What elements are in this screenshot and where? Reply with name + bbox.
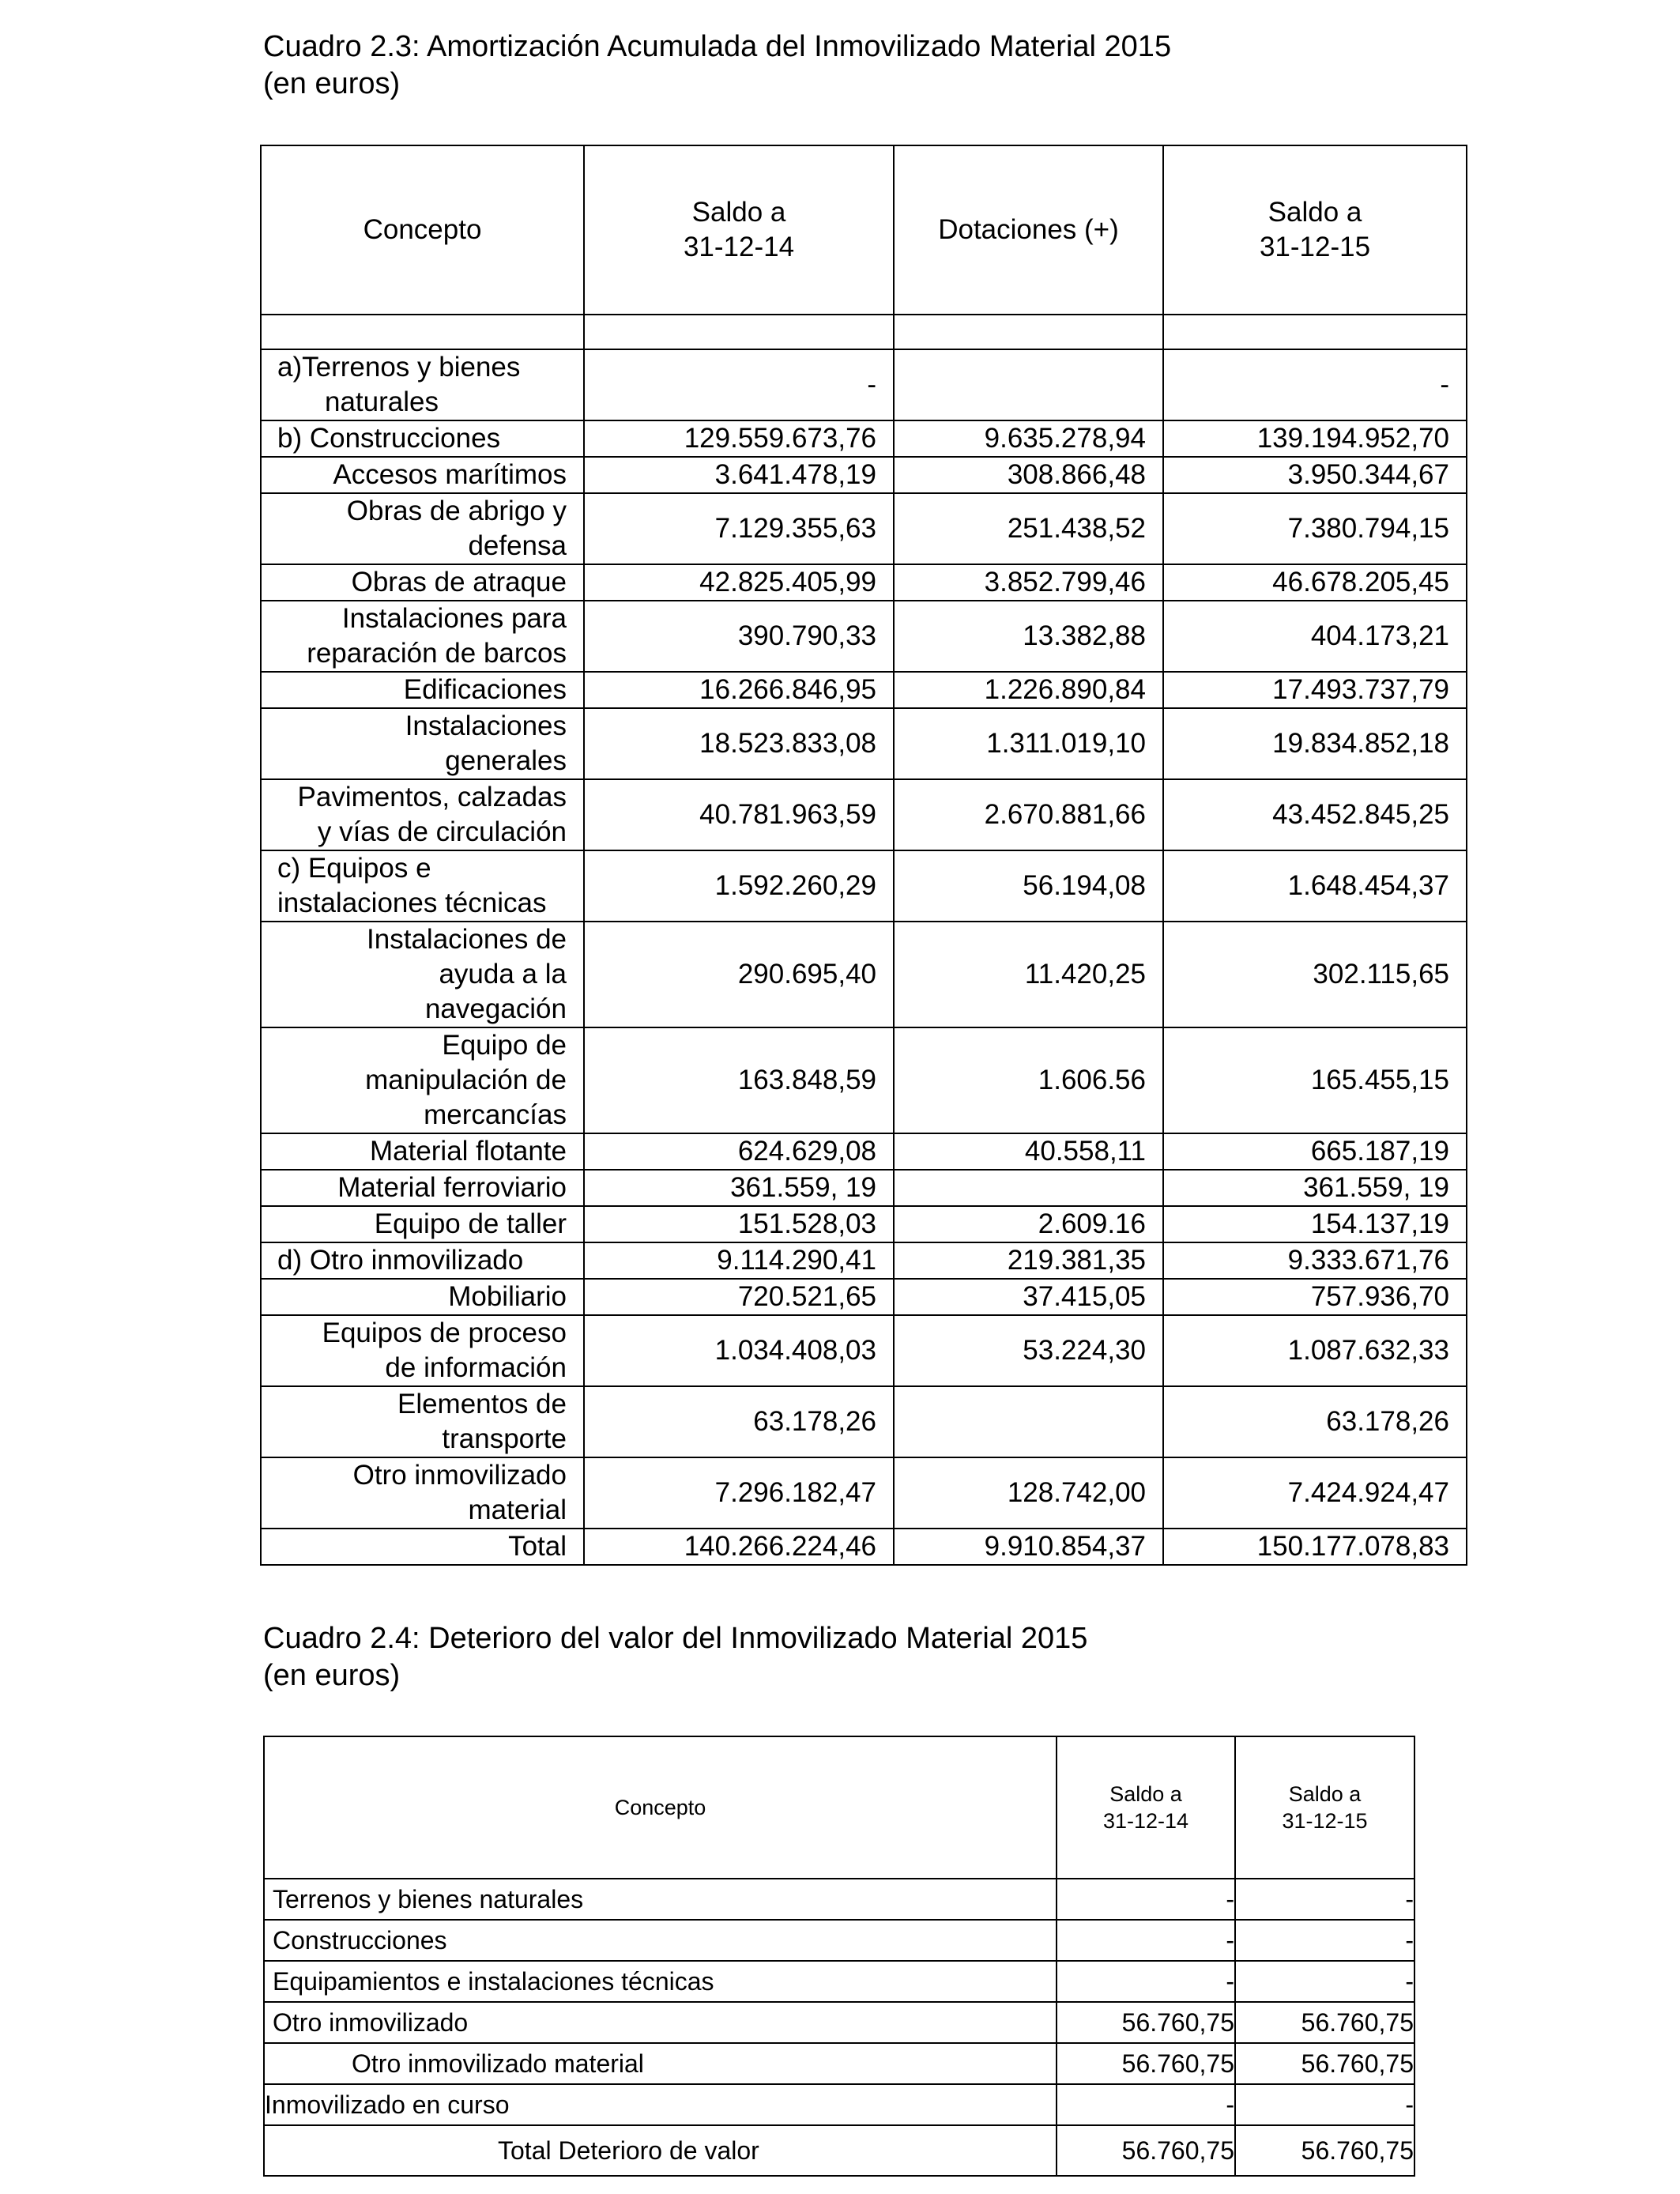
- row-saldo-15: -: [1163, 349, 1467, 420]
- row-dotaciones: 2.670.881,66: [894, 779, 1163, 850]
- table-row: [261, 1170, 1467, 1206]
- row-saldo-14: 163.848,59: [584, 1027, 894, 1133]
- row-saldo-14: 7.129.355,63: [584, 493, 894, 564]
- row-saldo-15: 154.137,19: [1163, 1206, 1467, 1242]
- row-saldo-15: -: [1235, 1879, 1414, 1920]
- header-dotaciones: Dotaciones (+): [894, 145, 1163, 315]
- table-row: [261, 457, 1467, 493]
- table-row: [261, 1279, 1467, 1315]
- row-saldo-14: 151.528,03: [584, 1206, 894, 1242]
- amortizacion-table: [260, 145, 1467, 1566]
- row-saldo-15: 1.087.632,33: [1163, 1315, 1467, 1386]
- row-saldo-15: 63.178,26: [1163, 1386, 1467, 1457]
- row-saldo-14: -: [1057, 2084, 1235, 2125]
- row-concepto: c) Equipos e instalaciones técnicas: [261, 850, 584, 922]
- row-concepto: d) Otro inmovilizado: [261, 1242, 584, 1279]
- row-concepto: Equipamientos e instalaciones técnicas: [264, 1961, 1057, 2002]
- row-saldo-14: 9.114.290,41: [584, 1242, 894, 1279]
- row-saldo-14: 3.641.478,19: [584, 457, 894, 493]
- row-dotaciones: 9.910.854,37: [894, 1529, 1163, 1565]
- row-concepto: Total: [261, 1529, 584, 1565]
- row-dotaciones: 1.311.019,10: [894, 708, 1163, 779]
- row-dotaciones: 11.420,25: [894, 922, 1163, 1027]
- row-saldo-14: 56.760,75: [1057, 2125, 1235, 2176]
- row-saldo-14: 140.266.224,46: [584, 1529, 894, 1565]
- table1-caption: [263, 28, 1171, 103]
- row-dotaciones: 1.226.890,84: [894, 672, 1163, 708]
- row-saldo-15: 665.187,19: [1163, 1133, 1467, 1170]
- row-concepto: Mobiliario: [261, 1279, 584, 1315]
- row-dotaciones: 40.558,11: [894, 1133, 1163, 1170]
- table-row: [261, 1315, 1467, 1386]
- row-saldo-15: 17.493.737,79: [1163, 672, 1467, 708]
- row-dotaciones: 56.194,08: [894, 850, 1163, 922]
- row-saldo-15: 139.194.952,70: [1163, 420, 1467, 457]
- row-saldo-14: 40.781.963,59: [584, 779, 894, 850]
- row-dotaciones: 53.224,30: [894, 1315, 1163, 1386]
- row-saldo-14: 720.521,65: [584, 1279, 894, 1315]
- row-saldo-14: -: [1057, 1961, 1235, 2002]
- header-saldo-2015: Saldo a 31-12-15: [1235, 1736, 1414, 1879]
- row-concepto: Otro inmovilizado: [264, 2002, 1057, 2043]
- table-row: [261, 1386, 1467, 1457]
- row-saldo-14: -: [584, 349, 894, 420]
- row-saldo-15: 757.936,70: [1163, 1279, 1467, 1315]
- row-concepto: Material flotante: [261, 1133, 584, 1170]
- row-saldo-14: 129.559.673,76: [584, 420, 894, 457]
- row-saldo-14: 1.592.260,29: [584, 850, 894, 922]
- row-concepto: b) Construcciones: [261, 420, 584, 457]
- row-saldo-15: 9.333.671,76: [1163, 1242, 1467, 1279]
- table-row: [264, 2002, 1414, 2043]
- row-saldo-14: -: [1057, 1920, 1235, 1961]
- row-saldo-15: 56.760,75: [1235, 2125, 1414, 2176]
- table2-caption: [263, 1620, 1087, 1695]
- table-row: [264, 1961, 1414, 2002]
- row-saldo-15: -: [1235, 1961, 1414, 2002]
- table-row: [261, 1133, 1467, 1170]
- row-concepto: Equipos de proceso de información: [261, 1315, 584, 1386]
- row-concepto: Inmovilizado en curso: [264, 2084, 1057, 2125]
- row-saldo-14: 16.266.846,95: [584, 672, 894, 708]
- row-dotaciones: 251.438,52: [894, 493, 1163, 564]
- table-row: [261, 349, 1467, 420]
- header-saldo-2015: Saldo a 31-12-15: [1163, 145, 1467, 315]
- row-concepto: Instalaciones para reparación de barcos: [261, 601, 584, 672]
- table-row: [261, 672, 1467, 708]
- table-row: [261, 493, 1467, 564]
- row-dotaciones: 9.635.278,94: [894, 420, 1163, 457]
- row-concepto: Obras de atraque: [261, 564, 584, 601]
- row-saldo-15: -: [1235, 1920, 1414, 1961]
- row-dotaciones: [894, 1170, 1163, 1206]
- table-row: [261, 1457, 1467, 1529]
- table-row: [261, 922, 1467, 1027]
- row-concepto: Elementos de transporte: [261, 1386, 584, 1457]
- header-saldo-2014: Saldo a 31-12-14: [584, 145, 894, 315]
- row-concepto: Material ferroviario: [261, 1170, 584, 1206]
- table1-header-row: [261, 145, 1467, 315]
- row-concepto: Obras de abrigo y defensa: [261, 493, 584, 564]
- row-concepto: Instalaciones de ayuda a la navegación: [261, 922, 584, 1027]
- table-row: [261, 850, 1467, 922]
- table-row: [264, 2084, 1414, 2125]
- row-saldo-15: 361.559, 19: [1163, 1170, 1467, 1206]
- row-dotaciones: 13.382,88: [894, 601, 1163, 672]
- table-row: [264, 1879, 1414, 1920]
- row-concepto: Pavimentos, calzadas y vías de circulación: [261, 779, 584, 850]
- row-concepto: Edificaciones: [261, 672, 584, 708]
- row-saldo-15: 302.115,65: [1163, 922, 1467, 1027]
- row-saldo-15: 46.678.205,45: [1163, 564, 1467, 601]
- row-saldo-15: 19.834.852,18: [1163, 708, 1467, 779]
- header-concepto: Concepto: [264, 1736, 1057, 1879]
- row-concepto: Total Deterioro de valor: [264, 2125, 1057, 2176]
- row-saldo-15: 150.177.078,83: [1163, 1529, 1467, 1565]
- table-row: [261, 564, 1467, 601]
- row-saldo-14: 56.760,75: [1057, 2043, 1235, 2084]
- row-dotaciones: 219.381,35: [894, 1242, 1163, 1279]
- row-concepto: Otro inmovilizado material: [261, 1457, 584, 1529]
- row-saldo-14: 63.178,26: [584, 1386, 894, 1457]
- deterioro-table: [263, 1736, 1415, 2177]
- row-saldo-14: 56.760,75: [1057, 2002, 1235, 2043]
- row-dotaciones: 2.609.16: [894, 1206, 1163, 1242]
- row-dotaciones: [894, 1386, 1163, 1457]
- table-row: [264, 1920, 1414, 1961]
- row-saldo-15: 3.950.344,67: [1163, 457, 1467, 493]
- row-dotaciones: 3.852.799,46: [894, 564, 1163, 601]
- table1-spacer-row: [261, 315, 1467, 349]
- table-row: [261, 1027, 1467, 1133]
- table1-title: Cuadro 2.3: Amortización Acumulada del Inmovilizado Material 2015: [263, 30, 1172, 63]
- row-concepto: Instalaciones generales: [261, 708, 584, 779]
- row-concepto: Equipo de manipulación de mercancías: [261, 1027, 584, 1133]
- row-concepto: a)Terrenos y bienes naturales: [261, 349, 584, 420]
- row-saldo-15: 165.455,15: [1163, 1027, 1467, 1133]
- table1-units: (en euros): [263, 67, 401, 100]
- row-saldo-14: 290.695,40: [584, 922, 894, 1027]
- table-row: [261, 779, 1467, 850]
- row-saldo-15: -: [1235, 2084, 1414, 2125]
- table-row: [264, 2043, 1414, 2084]
- table-row: [261, 601, 1467, 672]
- row-saldo-15: 43.452.845,25: [1163, 779, 1467, 850]
- row-saldo-14: 1.034.408,03: [584, 1315, 894, 1386]
- row-saldo-15: 56.760,75: [1235, 2002, 1414, 2043]
- row-saldo-14: 390.790,33: [584, 601, 894, 672]
- table-row: [261, 1242, 1467, 1279]
- row-saldo-15: 7.380.794,15: [1163, 493, 1467, 564]
- row-dotaciones: [894, 349, 1163, 420]
- row-saldo-14: 361.559, 19: [584, 1170, 894, 1206]
- row-saldo-14: -: [1057, 1879, 1235, 1920]
- table-row: [264, 2125, 1414, 2176]
- row-saldo-15: 7.424.924,47: [1163, 1457, 1467, 1529]
- table2-title: Cuadro 2.4: Deterioro del valor del Inmovilizado Material 2015: [263, 1622, 1088, 1655]
- table2-units: (en euros): [263, 1659, 401, 1692]
- row-saldo-15: 1.648.454,37: [1163, 850, 1467, 922]
- row-saldo-15: 56.760,75: [1235, 2043, 1414, 2084]
- row-concepto: Terrenos y bienes naturales: [264, 1879, 1057, 1920]
- row-saldo-14: 7.296.182,47: [584, 1457, 894, 1529]
- row-saldo-15: 404.173,21: [1163, 601, 1467, 672]
- header-saldo-2014: Saldo a 31-12-14: [1057, 1736, 1235, 1879]
- row-saldo-14: 624.629,08: [584, 1133, 894, 1170]
- row-concepto: Construcciones: [264, 1920, 1057, 1961]
- row-dotaciones: 128.742,00: [894, 1457, 1163, 1529]
- table-row: [261, 1206, 1467, 1242]
- header-concepto: Concepto: [261, 145, 584, 315]
- row-saldo-14: 18.523.833,08: [584, 708, 894, 779]
- table-row: [261, 708, 1467, 779]
- table-row: [261, 1529, 1467, 1565]
- table2-header-row: [264, 1736, 1414, 1879]
- row-dotaciones: 37.415,05: [894, 1279, 1163, 1315]
- row-saldo-14: 42.825.405,99: [584, 564, 894, 601]
- row-dotaciones: 308.866,48: [894, 457, 1163, 493]
- table-row: [261, 420, 1467, 457]
- row-concepto: Otro inmovilizado material: [264, 2043, 1057, 2084]
- row-concepto: Equipo de taller: [261, 1206, 584, 1242]
- row-dotaciones: 1.606.56: [894, 1027, 1163, 1133]
- row-concepto: Accesos marítimos: [261, 457, 584, 493]
